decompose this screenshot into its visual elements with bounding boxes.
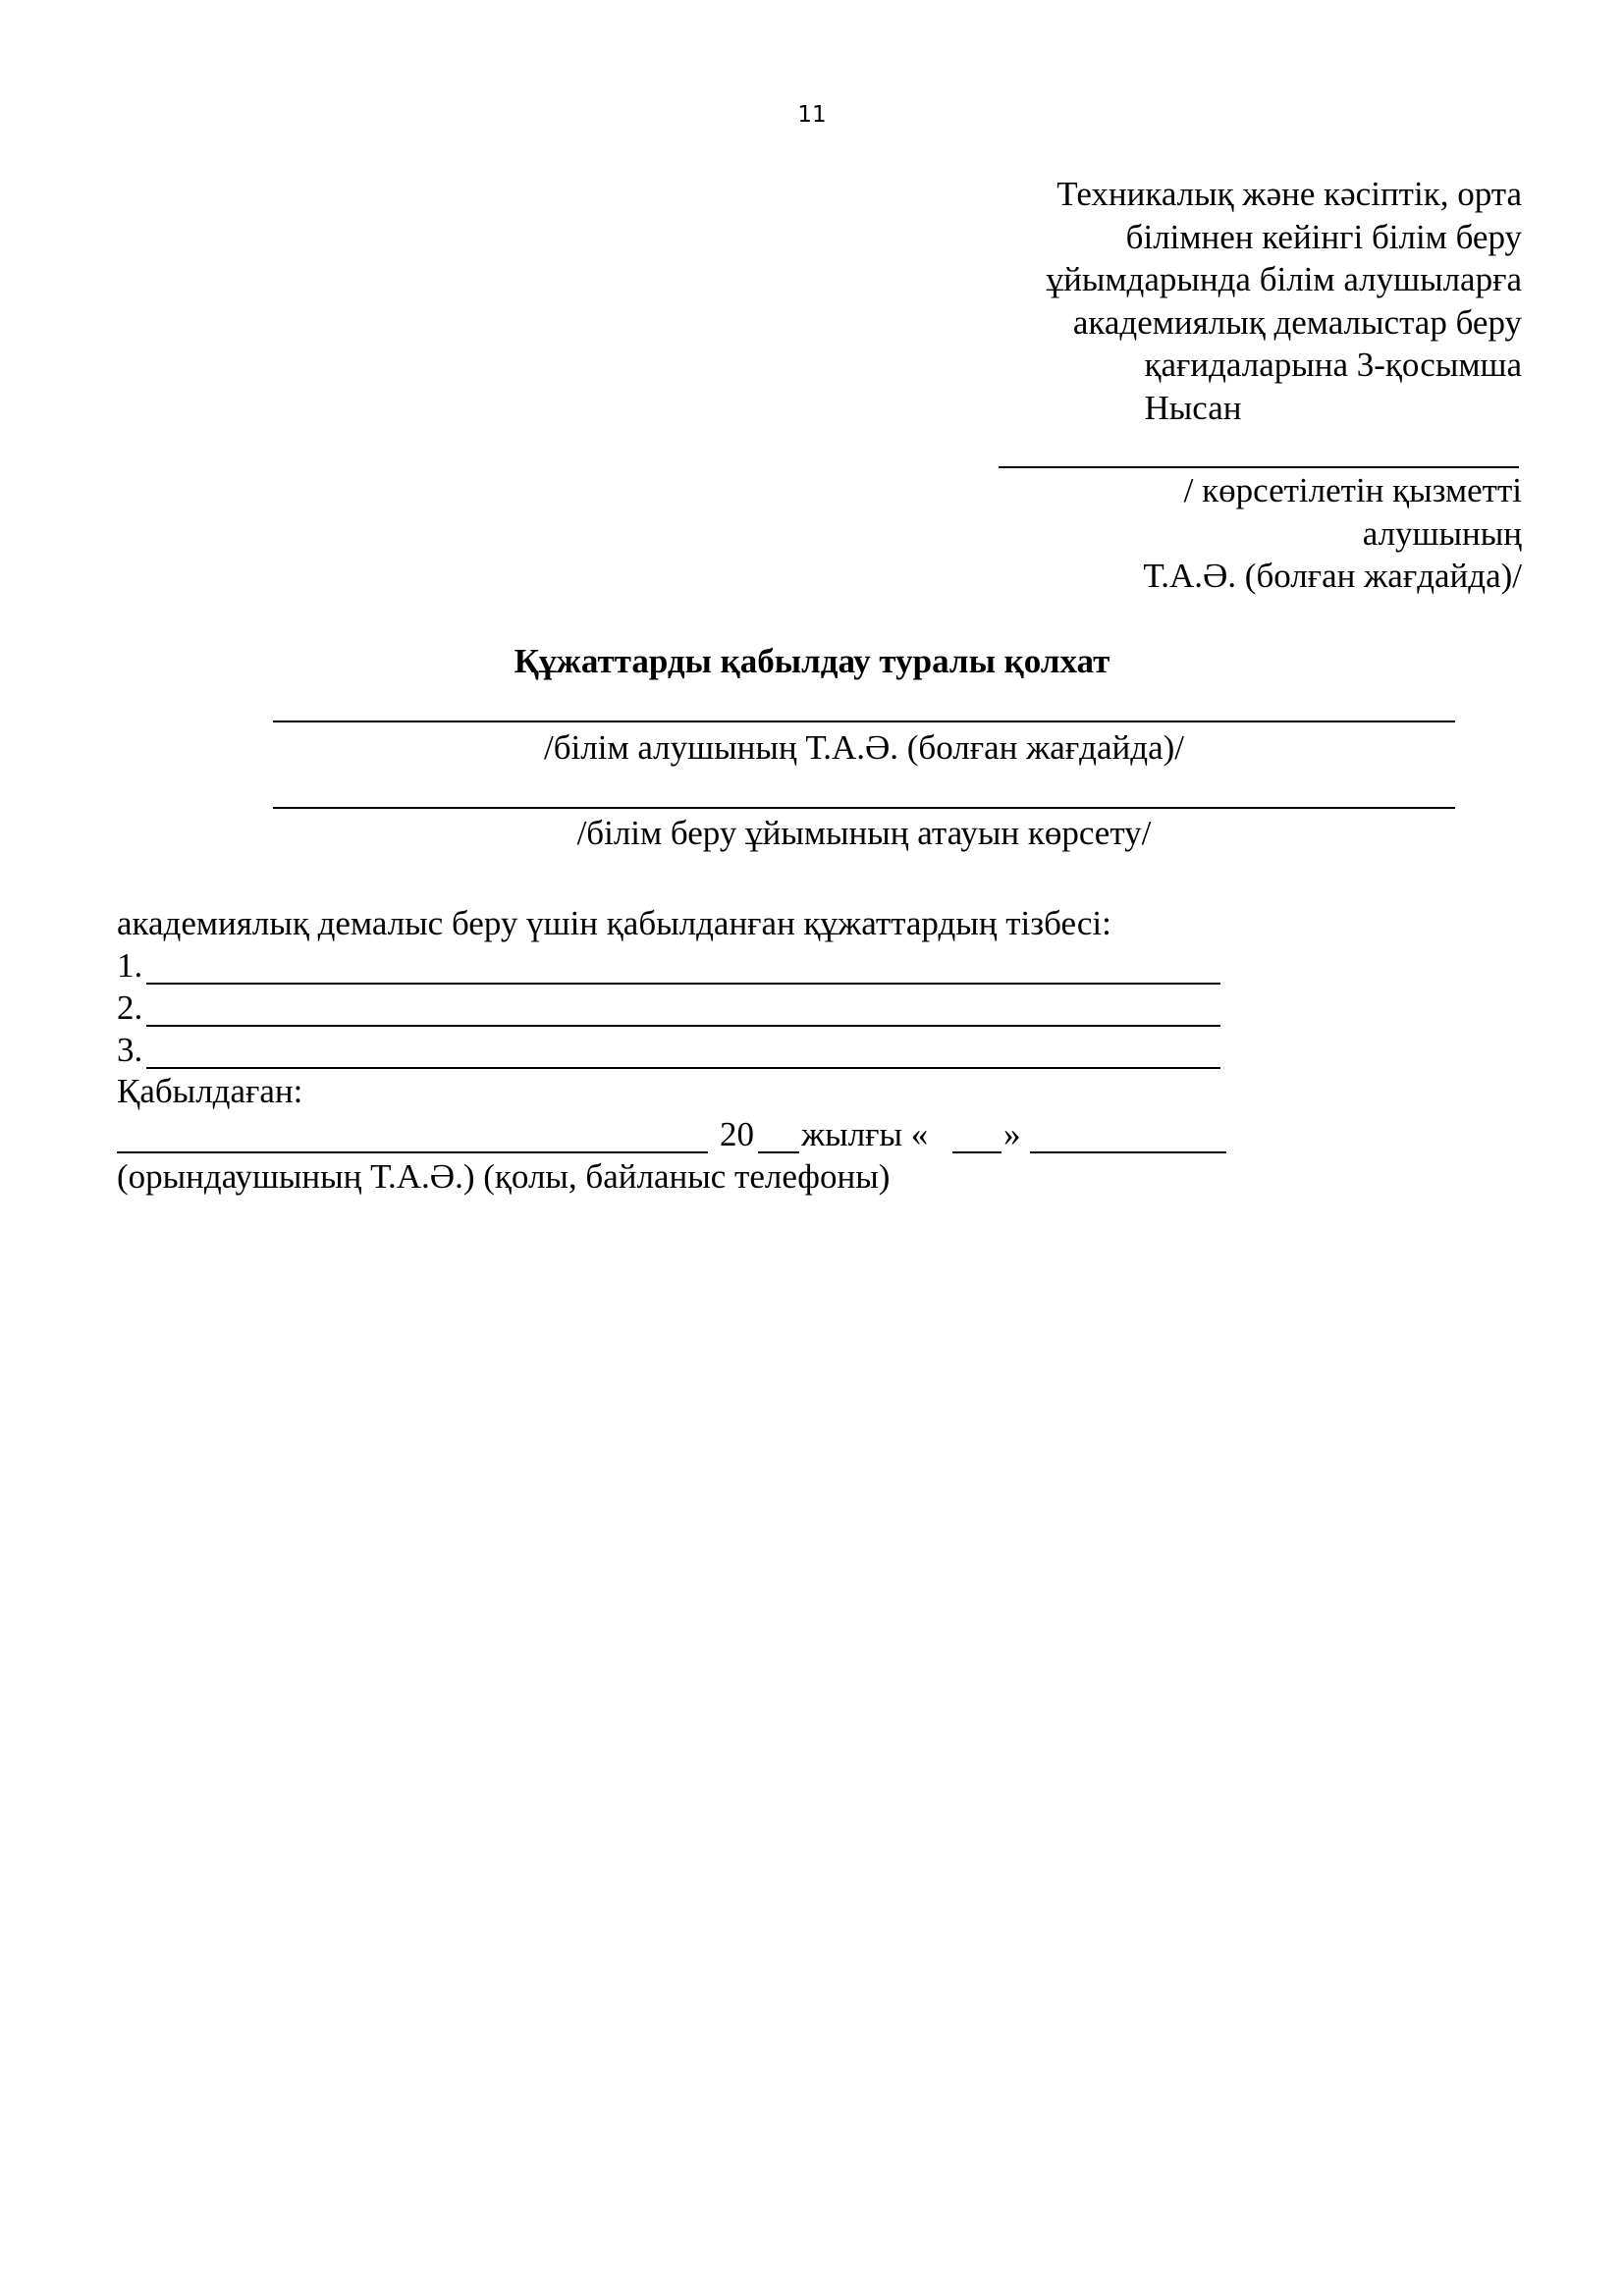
recipient-caption-line: / көрсетілетін қызметті [1183,471,1522,509]
year-suffix: жылғы « [801,1115,929,1153]
document-list-item [117,987,1220,1030]
recipient-caption-line: Т.А.Ә. (болған жағдайда)/ [1143,557,1522,595]
executor-signature-line [117,1151,708,1153]
received-by-label: Қабылдаған: [117,1072,303,1110]
appendix-line: білімнен кейінгі білім беру [1125,217,1522,256]
organization-name-line [273,807,1455,809]
appendix-line: ұйымдарында білім алушыларға [1046,260,1522,298]
document-item-line [146,1067,1220,1069]
day-blank-line [952,1151,1001,1153]
year-blank-line [758,1151,799,1153]
document-list-item [117,944,1220,988]
recipient-caption [943,469,1522,598]
recipient-caption-line: алушының [1362,513,1522,553]
student-name-caption: /білім алушының Т.А.Ә. (болған жағдайда)/ [544,728,1184,767]
appendix-line: академиялық демалыстар беру [1072,302,1522,342]
signature-date-row [117,1113,1246,1156]
student-name-line [273,721,1455,722]
document-list-item [117,1029,1220,1072]
year-prefix: 20 [720,1115,754,1153]
appendix-line: Техникалық және кәсіптік, орта [1056,175,1522,213]
document-title: Құжаттарды қабылдау туралы қолхат [514,642,1110,680]
document-item-number: 2. [117,988,143,1027]
day-close-quote: » [1003,1115,1021,1153]
document-item-number: 1. [117,946,143,985]
organization-name-caption: /білім беру ұйымының атауын көрсету/ [576,814,1152,852]
document-item-line [146,1025,1220,1027]
document-item-line [146,983,1220,985]
documents-list-heading: академиялық демалыс беру үшін қабылданған құжаттардың тізбесі: [117,904,1111,942]
executor-caption: (орындаушының Т.А.Ә.) (қолы, байланыс телефоны) [117,1157,891,1196]
page-number: 11 [797,102,827,128]
form-label: Нысан [1144,389,1242,427]
document-item-number: 3. [117,1031,143,1069]
recipient-name-line [999,466,1519,468]
appendix-reference [943,173,1522,387]
month-blank-line [1030,1151,1226,1153]
appendix-line: қағидаларына 3-қосымша [1144,346,1522,384]
